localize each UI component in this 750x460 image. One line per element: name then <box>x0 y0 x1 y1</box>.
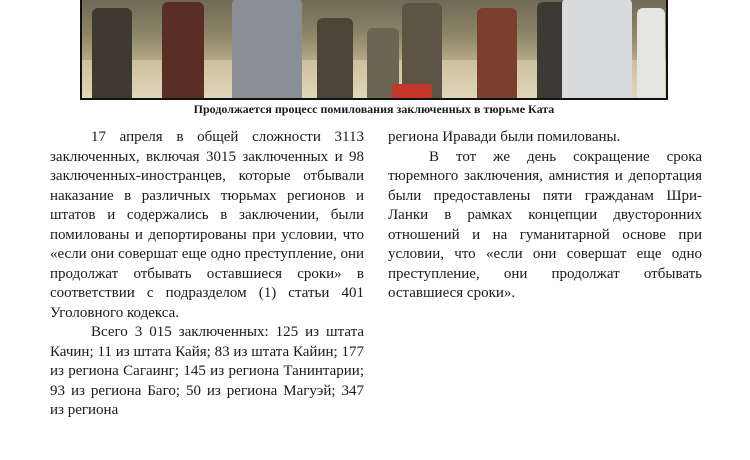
article-column-right <box>388 128 702 304</box>
photo-figure <box>477 8 517 98</box>
photo-figure <box>92 8 132 98</box>
article-column-left <box>50 128 364 421</box>
article-paragraph: 17 апреля в общей сложности 3113 заключенных, включая 3015 заключенных и 98 заключенных-иностранцев, которые отбывали наказание в различных тюрьмах регионов и штатов и содержались в заключении, были помилованы и депортированы при условии, что «если они совершат еще одно преступление, они продолжат отбывать оставшиеся сроки» в соответствии с подразделом (1) статьи 401 Уголовного кодекса. <box>50 129 364 321</box>
photo-caption: Продолжается процесс помилования заключенных в тюрьме Ката <box>193 102 555 116</box>
photo-figure <box>317 18 353 98</box>
news-photo <box>80 0 668 100</box>
photo-figure <box>637 8 665 98</box>
photo-figure <box>562 0 632 98</box>
article-paragraph: региона Иравади были помилованы. <box>388 129 621 145</box>
photo-item <box>392 84 432 98</box>
photo-figure <box>162 2 204 98</box>
article-paragraph: В тот же день сокращение срока тюремного заключения, амнистия и депортация были предоставлены пяти гражданам Шри-Ланки в рамках концепции двусторонних отношений и на гуманитарной основе при условии, что «если они совершат еще одно преступление, они продолжат отбывать оставшиеся сроки». <box>388 148 702 301</box>
photo-figure <box>232 0 302 98</box>
article-paragraph: Всего 3 015 заключенных: 125 из штата Качин; 11 из штата Кайя; 83 из штата Кайин; 177 из региона Сагаинг; 145 из региона Танинтарии; 93 из региона Баго; 50 из региона Магуэй; 347 из региона <box>50 324 364 418</box>
